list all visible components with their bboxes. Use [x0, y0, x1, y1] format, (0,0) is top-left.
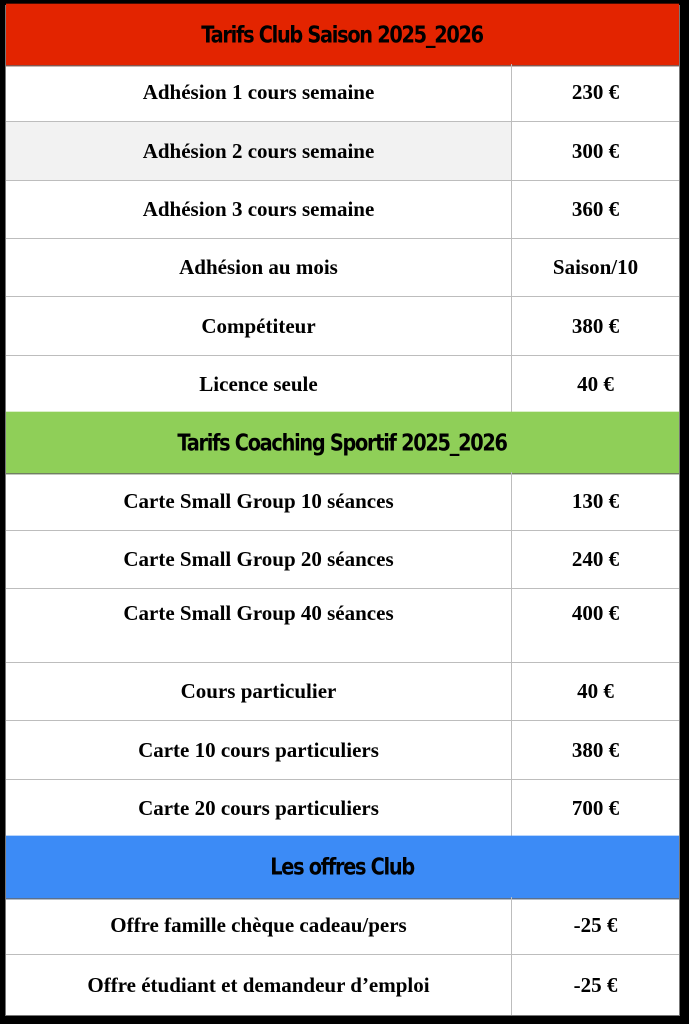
table-row: [6, 181, 679, 239]
row-price: -25 €: [573, 972, 618, 997]
table-row: [6, 472, 679, 531]
row-label: Carte Small Group 40 séances: [6, 589, 512, 662]
row-label: Licence seule: [6, 356, 512, 413]
row-label: Adhésion au mois: [6, 239, 512, 296]
section-header-coaching: [6, 412, 679, 475]
row-price: -25 €: [573, 913, 618, 937]
row-label: Offre étudiant et demandeur d’emploi: [6, 955, 512, 1015]
row-label: Compétiteur: [6, 297, 512, 355]
row-price: Saison/10: [552, 255, 639, 279]
table-row: [6, 356, 679, 414]
row-label: Carte Small Group 10 séances: [6, 472, 512, 530]
row-price: 400 €: [571, 601, 620, 625]
row-price: 700 €: [571, 796, 620, 820]
row-label: Adhésion 3 cours semaine: [6, 181, 512, 238]
table-row: [6, 64, 679, 122]
table-row: [6, 721, 679, 780]
row-label: Carte 10 cours particuliers: [6, 721, 512, 779]
row-label: Cours particulier: [6, 663, 512, 720]
row-label: Offre famille chèque cadeau/pers: [6, 897, 512, 954]
table-row: [6, 955, 679, 1015]
row-price: 380 €: [571, 313, 620, 338]
table-row: [6, 897, 679, 955]
row-label: Carte 20 cours particuliers: [6, 780, 512, 837]
table-row: [6, 780, 679, 838]
table-row: [6, 122, 679, 181]
section-header-club: [6, 4, 679, 67]
row-label: Adhésion 1 cours semaine: [6, 64, 512, 121]
section-title: Tarifs Club Saison 2025_2026: [201, 21, 484, 48]
row-label: Carte Small Group 20 séances: [6, 531, 512, 588]
table-row: [6, 297, 679, 356]
table-row: [6, 663, 679, 721]
row-price: 380 €: [571, 737, 620, 762]
price-table: [6, 6, 679, 1015]
row-price: 130 €: [571, 488, 620, 513]
section-title: Tarifs Coaching Sportif 2025_2026: [177, 429, 508, 456]
table-row: [6, 239, 679, 297]
table-row: [6, 589, 679, 663]
table-row: [6, 531, 679, 589]
row-price: 360 €: [571, 197, 620, 221]
row-price: 40 €: [577, 679, 614, 703]
section-header-offers: [6, 836, 679, 900]
row-label: Adhésion 2 cours semaine: [6, 122, 512, 180]
row-price: 300 €: [512, 122, 679, 180]
section-title: Les offres Club: [270, 854, 415, 880]
row-price: 230 €: [571, 80, 620, 104]
row-price: 240 €: [571, 547, 620, 571]
row-price: 40 €: [577, 372, 614, 396]
